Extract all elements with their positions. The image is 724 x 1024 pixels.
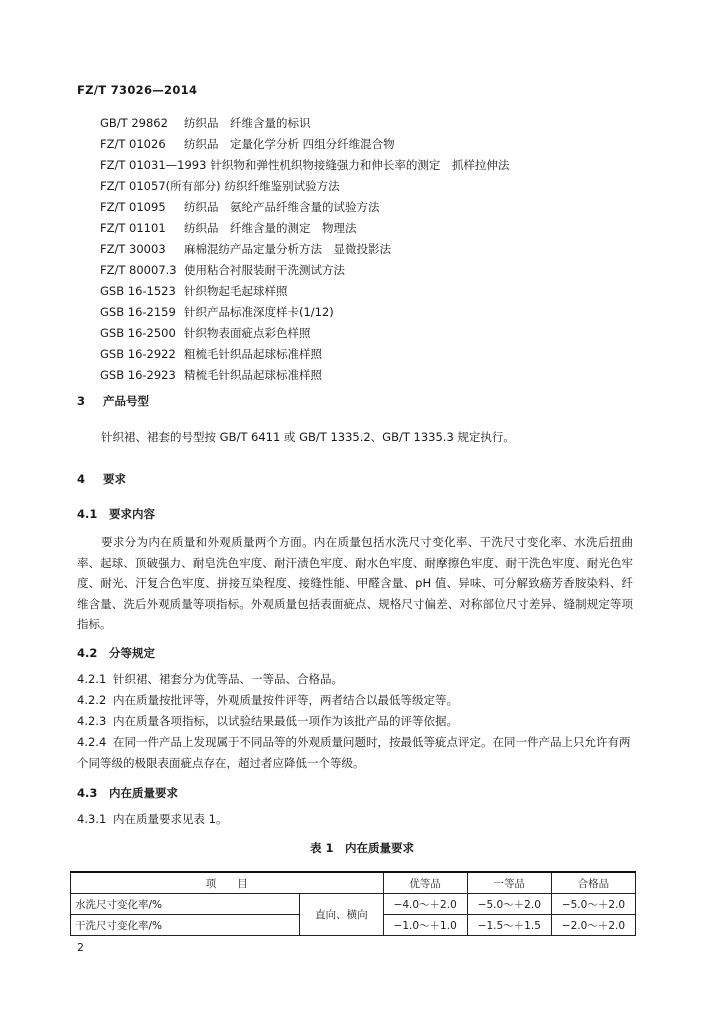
section-number: 3 (77, 394, 86, 408)
section-title: 内在质量要求 (109, 786, 178, 800)
reference-title: 纺织品 定量化学分析 四组分纤维混合物 (184, 137, 395, 151)
reference-item (100, 346, 322, 362)
section-heading-requirements (77, 471, 126, 487)
reference-title: 针织物和弹性机织物接缝强力和伸长率的测定 抓样拉伸法 (210, 158, 510, 172)
header-grade-superior: 优等品 (383, 872, 467, 894)
reference-item (100, 220, 357, 236)
reference-code: GSB 16-2159 (100, 305, 176, 319)
header-grade-qualified: 合格品 (551, 872, 635, 894)
section-number: 4.1 (77, 507, 98, 521)
reference-code: GB/T 29862 (100, 116, 168, 130)
reference-item (100, 199, 380, 215)
table-header-row (71, 872, 636, 894)
section-number: 4 (77, 472, 86, 486)
reference-title: 针织物起毛起球样照 (184, 284, 288, 298)
value-cell: −4.0～＋2.0 (383, 894, 467, 915)
subsection-heading-requirement-content (77, 506, 155, 522)
reference-code: GSB 16-2500 (100, 326, 176, 340)
value-cell: −5.0～＋2.0 (467, 894, 551, 915)
header-item: 项 目 (71, 872, 384, 894)
reference-item (100, 115, 311, 131)
reference-item (100, 241, 391, 257)
reference-item (100, 157, 509, 173)
reference-code: FZ/T 01031—1993 (100, 158, 207, 172)
product-size-paragraph: 针织裙、裙套的号型按 GB/T 6411 或 GB/T 1335.2、GB/T 1335.3 规定执行。 (101, 430, 515, 444)
reference-title: 针织物表面疵点彩色样照 (184, 326, 311, 340)
clause-item (77, 711, 637, 732)
subsection-heading-grading (77, 645, 155, 661)
clause-text: 内在质量各项指标，以试验结果最低一项作为该批产品的评等依据。 (113, 714, 458, 728)
section-number: 4.2 (77, 646, 98, 660)
clause-text: 针织裙、裙套分为优等品、一等品、合格品。 (113, 672, 343, 686)
reference-title: 精梳毛针织品起球标准样照 (184, 368, 322, 382)
section-heading-product-size (77, 393, 149, 409)
row-label: 水洗尺寸变化率/% (71, 894, 300, 915)
value-cell: −2.0～＋2.0 (551, 915, 635, 936)
clause-item (77, 690, 637, 711)
reference-code: GSB 16-2923 (100, 368, 176, 382)
reference-item (100, 304, 334, 320)
clause-item (77, 809, 637, 830)
reference-title: 纺织品 纤维含量的标识 (184, 116, 311, 130)
direction-cell: 直向、横向 (300, 894, 383, 936)
page-number: 2 (77, 941, 84, 954)
clause-number: 4.2.3 (77, 714, 107, 728)
clause-text: 在同一件产品上发现属于不同品等的外观质量问题时，按最低等疵点评定。在同一件产品上只允许有两个同等级的极限表面疵点存在，超过者应降低一个等级。 (77, 735, 631, 770)
section-title: 产品号型 (103, 394, 149, 408)
section-number: 4.3 (77, 786, 98, 800)
reference-code: FZ/T 01026 (100, 137, 166, 151)
value-cell: −1.0～＋1.0 (383, 915, 467, 936)
reference-code: FZ/T 01095 (100, 200, 166, 214)
clause-item (77, 732, 637, 773)
reference-item (100, 325, 311, 341)
internal-quality-table (70, 871, 636, 936)
reference-item (100, 367, 322, 383)
reference-title: 纺织纤维鉴别试验方法 (224, 179, 340, 193)
reference-item (100, 178, 340, 194)
subsection-heading-internal-quality (77, 785, 178, 801)
clause-item (77, 669, 637, 690)
reference-item (100, 262, 345, 278)
header-grade-first: 一等品 (467, 872, 551, 894)
row-label: 干洗尺寸变化率/% (71, 915, 300, 936)
value-cell: −1.5～＋1.5 (467, 915, 551, 936)
reference-code: GSB 16-2922 (100, 347, 176, 361)
section-title: 分等规定 (109, 646, 155, 660)
standard-code-header: FZ/T 73026—2014 (77, 83, 198, 97)
reference-code: FZ/T 30003 (100, 242, 166, 256)
reference-title: 针织产品标准深度样卡(1/12) (184, 305, 334, 319)
reference-item (100, 136, 395, 152)
reference-item (100, 283, 288, 299)
table-row (71, 894, 636, 915)
value-cell: −5.0～＋2.0 (551, 894, 635, 915)
clause-text: 内在质量按批评等，外观质量按件评等，两者结合以最低等级定等。 (113, 693, 458, 707)
clause-number: 4.3.1 (77, 812, 107, 826)
reference-code: FZ/T 01057(所有部分) (100, 179, 221, 193)
reference-code: GSB 16-1523 (100, 284, 176, 298)
reference-code: FZ/T 01101 (100, 221, 166, 235)
clause-number: 4.2.2 (77, 693, 107, 707)
reference-title: 纺织品 纤维含量的测定 物理法 (184, 221, 357, 235)
section-title: 要求内容 (109, 507, 155, 521)
reference-title: 粗梳毛针织品起球标准样照 (184, 347, 322, 361)
reference-code: FZ/T 80007.3 (100, 263, 177, 277)
reference-title: 麻棉混纺产品定量分析方法 显微投影法 (184, 242, 391, 256)
clause-number: 4.2.4 (77, 735, 107, 749)
clause-text: 内在质量要求见表 1。 (113, 812, 228, 826)
section-title: 要求 (103, 472, 126, 486)
table-caption: 表 1 内在质量要求 (309, 841, 414, 855)
clause-number: 4.2.1 (77, 672, 107, 686)
requirement-content-paragraph: 要求分为内在质量和外观质量两个方面。内在质量包括水洗尺寸变化率、干洗尺寸变化率、水洗后扭曲率、起球、顶破强力、耐皂洗色牢度、耐汗渍色牢度、耐水色牢度、耐摩擦色牢度、耐干洗色牢度、耐光色牢度、耐光、汗复合色牢度、拼接互染程度、接缝性能、甲醛含量、pH 值、异味、可分解致癌芳香胺染料、纤维含量、洗后外观质量等项指标。外观质量包括表面疵点、规格尺寸偏差、对称部位尺寸差异、缝制规定等项指标。 (77, 535, 633, 631)
reference-title: 使用粘合衬服装耐干洗测试方法 (184, 263, 345, 277)
reference-title: 纺织品 氨纶产品纤维含量的试验方法 (184, 200, 380, 214)
